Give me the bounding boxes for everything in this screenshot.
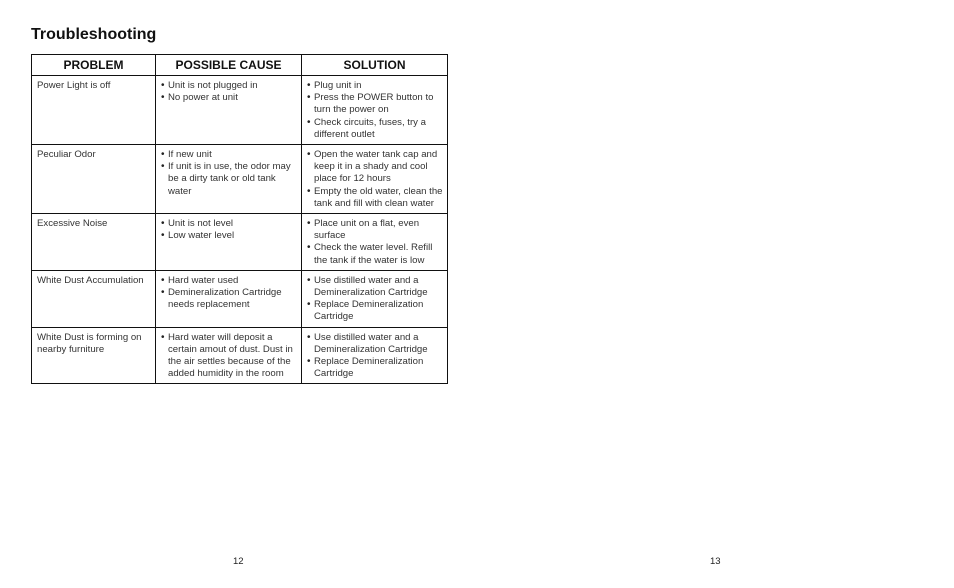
cause-cell bbox=[156, 76, 302, 145]
cause-cell bbox=[156, 145, 302, 214]
cause-item: • No power at unit bbox=[161, 92, 297, 104]
cause-item: • Low water level bbox=[161, 230, 297, 242]
cause-item: • Hard water used bbox=[161, 275, 297, 287]
problem-cell: White Dust Accumulation bbox=[32, 270, 156, 327]
right-page-number: 13 bbox=[710, 556, 721, 567]
solution-cell-list bbox=[307, 218, 443, 267]
problem-cell: Excessive Noise bbox=[32, 214, 156, 271]
table-row bbox=[32, 76, 448, 145]
header-solution: SOLUTION bbox=[302, 55, 448, 76]
cause-cell bbox=[156, 214, 302, 271]
solution-item: • Replace Demineralization Cartridge bbox=[307, 299, 443, 323]
table-row bbox=[32, 327, 448, 384]
table-row bbox=[32, 214, 448, 271]
solution-item: • Check circuits, fuses, try a different outlet bbox=[307, 117, 443, 141]
cause-cell bbox=[156, 327, 302, 384]
solution-item: • Use distilled water and a Demineralization Cartridge bbox=[307, 275, 443, 299]
solution-cell bbox=[302, 327, 448, 384]
table-header-row bbox=[32, 55, 448, 76]
solution-cell-list bbox=[307, 80, 443, 141]
table-row bbox=[32, 145, 448, 214]
solution-item: • Empty the old water, clean the tank and fill with clean water bbox=[307, 186, 443, 210]
solution-item: • Check the water level. Refill the tank if the water is low bbox=[307, 242, 443, 266]
solution-cell-list bbox=[307, 332, 443, 381]
table-row bbox=[32, 270, 448, 327]
cause-cell-list bbox=[161, 275, 297, 312]
cause-item: • If new unit bbox=[161, 149, 297, 161]
solution-cell bbox=[302, 270, 448, 327]
cause-item: • Hard water will deposit a certain amout of dust. Dust in the air settles because of the added humidity in the room bbox=[161, 332, 297, 381]
header-possible-cause: POSSIBLE CAUSE bbox=[156, 55, 302, 76]
left-page-number: 12 bbox=[233, 556, 244, 567]
page-title: Troubleshooting bbox=[31, 26, 157, 43]
solution-item: • Press the POWER button to turn the power on bbox=[307, 92, 443, 116]
solution-cell bbox=[302, 76, 448, 145]
cause-item: • Unit is not plugged in bbox=[161, 80, 297, 92]
problem-cell: White Dust is forming on nearby furniture bbox=[32, 327, 156, 384]
solution-cell-list bbox=[307, 149, 443, 210]
troubleshooting-table bbox=[31, 54, 448, 384]
solution-item: • Open the water tank cap and keep it in a shady and cool place for 12 hours bbox=[307, 149, 443, 186]
solution-cell bbox=[302, 214, 448, 271]
solution-cell bbox=[302, 145, 448, 214]
solution-cell-list bbox=[307, 275, 443, 324]
solution-item: • Plug unit in bbox=[307, 80, 443, 92]
solution-item: • Replace Demineralization Cartridge bbox=[307, 356, 443, 380]
cause-cell-list bbox=[161, 218, 297, 242]
cause-cell bbox=[156, 270, 302, 327]
header-problem: PROBLEM bbox=[32, 55, 156, 76]
problem-cell: Power Light is off bbox=[37, 80, 111, 91]
cause-cell-list bbox=[161, 80, 297, 104]
cause-item: • Unit is not level bbox=[161, 218, 297, 230]
cause-cell-list bbox=[161, 332, 297, 381]
problem-cell: Peculiar Odor bbox=[32, 145, 156, 214]
cause-cell-list bbox=[161, 149, 297, 198]
solution-item: • Place unit on a flat, even surface bbox=[307, 218, 443, 242]
cause-item: • Demineralization Cartridge needs replacement bbox=[161, 287, 297, 311]
solution-item: • Use distilled water and a Demineralization Cartridge bbox=[307, 332, 443, 356]
cause-item: • If unit is in use, the odor may be a dirty tank or old tank water bbox=[161, 161, 297, 198]
